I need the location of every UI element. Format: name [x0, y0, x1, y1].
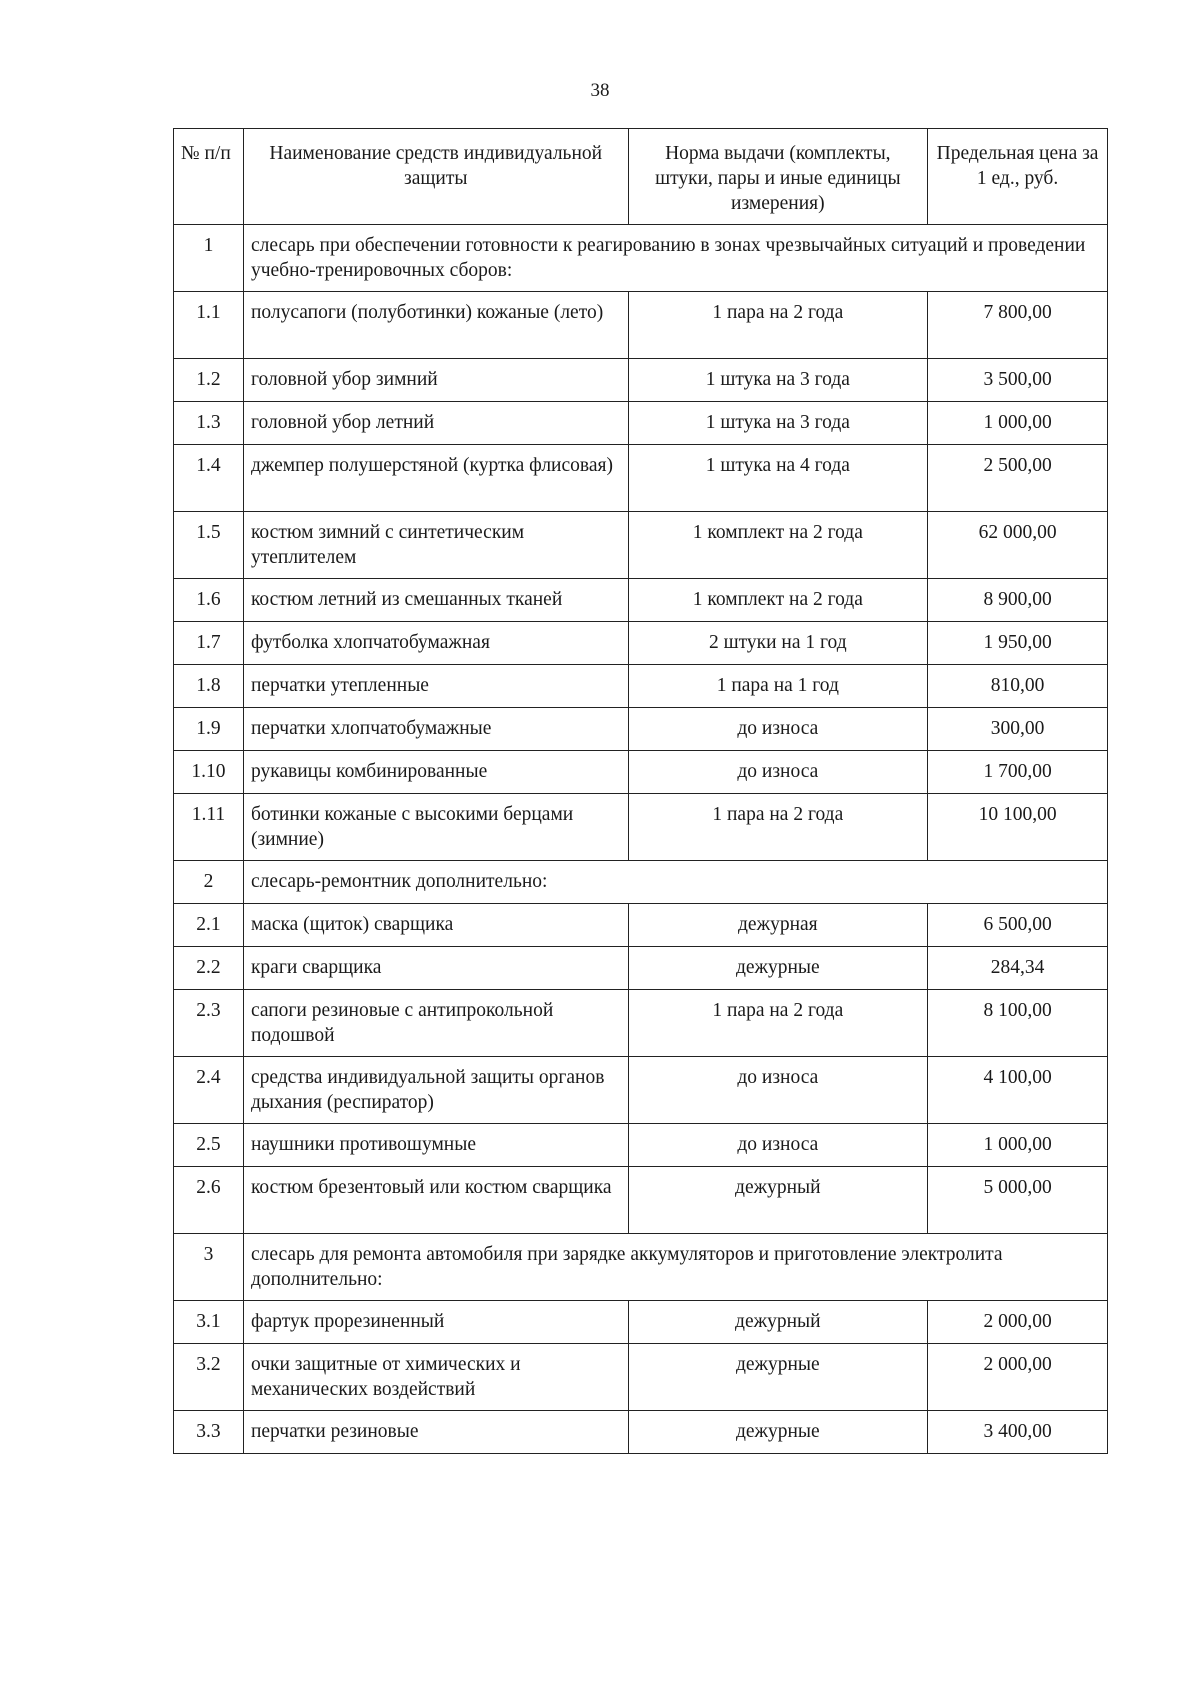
item-price: 2 500,00 [928, 445, 1108, 512]
item-norm: до износа [628, 1057, 928, 1124]
table-row [174, 579, 1108, 622]
item-name: очки защитные от химических и механических воздействий [243, 1344, 628, 1411]
item-number: 3.2 [174, 1344, 244, 1411]
ppe-norms-table [173, 128, 1108, 1454]
item-price: 5 000,00 [928, 1167, 1108, 1234]
item-norm: до износа [628, 708, 928, 751]
table-row [174, 1344, 1108, 1411]
table-row [174, 292, 1108, 359]
section-title: слесарь-ремонтник дополнительно: [243, 861, 1107, 904]
item-norm: 1 штука на 3 года [628, 402, 928, 445]
item-name: костюм брезентовый или костюм сварщика [243, 1167, 628, 1234]
item-price: 3 400,00 [928, 1411, 1108, 1454]
item-number: 1.8 [174, 665, 244, 708]
item-price: 3 500,00 [928, 359, 1108, 402]
header-name: Наименование средств индивидуальной защиты [243, 129, 628, 225]
table-row [174, 1167, 1108, 1234]
table-row [174, 665, 1108, 708]
item-price: 284,34 [928, 947, 1108, 990]
item-name: краги сварщика [243, 947, 628, 990]
section-number: 3 [174, 1234, 244, 1301]
item-price: 1 000,00 [928, 1124, 1108, 1167]
item-norm: 1 комплект на 2 года [628, 512, 928, 579]
item-norm: дежурные [628, 1344, 928, 1411]
table-row [174, 1301, 1108, 1344]
item-number: 1.3 [174, 402, 244, 445]
item-norm: до износа [628, 751, 928, 794]
table-row [174, 1124, 1108, 1167]
item-name: костюм зимний с синтетическим утеплителем [243, 512, 628, 579]
item-norm: 1 пара на 2 года [628, 292, 928, 359]
section-row [174, 225, 1108, 292]
table-row [174, 794, 1108, 861]
item-norm: до износа [628, 1124, 928, 1167]
item-name: полусапоги (полуботинки) кожаные (лето) [243, 292, 628, 359]
page-number: 38 [590, 80, 610, 101]
item-norm: 1 комплект на 2 года [628, 579, 928, 622]
item-name: сапоги резиновые с антипрокольной подошвой [243, 990, 628, 1057]
item-norm: 1 пара на 1 год [628, 665, 928, 708]
header-norm: Норма выдачи (комплекты, штуки, пары и иные единицы измерения) [628, 129, 928, 225]
item-name: рукавицы комбинированные [243, 751, 628, 794]
item-number: 3.3 [174, 1411, 244, 1454]
table-row [174, 622, 1108, 665]
item-norm: дежурный [628, 1167, 928, 1234]
item-norm: 1 пара на 2 года [628, 794, 928, 861]
item-name: наушники противошумные [243, 1124, 628, 1167]
item-number: 1.1 [174, 292, 244, 359]
item-norm: дежурный [628, 1301, 928, 1344]
item-norm: 2 штуки на 1 год [628, 622, 928, 665]
item-number: 2.5 [174, 1124, 244, 1167]
item-name: перчатки хлопчатобумажные [243, 708, 628, 751]
item-name: ботинки кожаные с высокими берцами (зимние) [243, 794, 628, 861]
item-price: 300,00 [928, 708, 1108, 751]
item-price: 8 100,00 [928, 990, 1108, 1057]
item-number: 1.10 [174, 751, 244, 794]
item-number: 1.9 [174, 708, 244, 751]
header-price: Предельная цена за 1 ед., руб. [928, 129, 1108, 225]
item-price: 1 950,00 [928, 622, 1108, 665]
table-row [174, 1057, 1108, 1124]
item-number: 1.4 [174, 445, 244, 512]
table-row [174, 751, 1108, 794]
item-name: костюм летний из смешанных тканей [243, 579, 628, 622]
item-price: 2 000,00 [928, 1344, 1108, 1411]
table-row [174, 947, 1108, 990]
item-price: 1 000,00 [928, 402, 1108, 445]
item-name: маска (щиток) сварщика [243, 904, 628, 947]
section-row [174, 1234, 1108, 1301]
item-norm: 1 пара на 2 года [628, 990, 928, 1057]
table-row [174, 512, 1108, 579]
table-row [174, 1411, 1108, 1454]
item-price: 8 900,00 [928, 579, 1108, 622]
section-number: 2 [174, 861, 244, 904]
item-norm: дежурные [628, 947, 928, 990]
table-row [174, 708, 1108, 751]
item-name: перчатки утепленные [243, 665, 628, 708]
item-name: перчатки резиновые [243, 1411, 628, 1454]
item-price: 62 000,00 [928, 512, 1108, 579]
header-number: № п/п [174, 129, 244, 225]
item-number: 2.3 [174, 990, 244, 1057]
item-number: 2.2 [174, 947, 244, 990]
item-price: 10 100,00 [928, 794, 1108, 861]
section-title: слесарь при обеспечении готовности к реагированию в зонах чрезвычайных ситуаций и проведении учебно-тренировочных сборов: [243, 225, 1107, 292]
item-number: 2.6 [174, 1167, 244, 1234]
item-price: 810,00 [928, 665, 1108, 708]
item-norm: дежурная [628, 904, 928, 947]
item-name: средства индивидуальной защиты органов дыхания (респиратор) [243, 1057, 628, 1124]
item-number: 3.1 [174, 1301, 244, 1344]
item-number: 1.6 [174, 579, 244, 622]
table-row [174, 359, 1108, 402]
item-number: 2.1 [174, 904, 244, 947]
item-number: 1.5 [174, 512, 244, 579]
table-row [174, 990, 1108, 1057]
item-name: фартук прорезиненный [243, 1301, 628, 1344]
item-name: головной убор зимний [243, 359, 628, 402]
item-price: 4 100,00 [928, 1057, 1108, 1124]
item-name: головной убор летний [243, 402, 628, 445]
section-number: 1 [174, 225, 244, 292]
table-header-row [174, 129, 1108, 225]
item-price: 2 000,00 [928, 1301, 1108, 1344]
item-number: 1.2 [174, 359, 244, 402]
item-name: джемпер полушерстяной (куртка флисовая) [243, 445, 628, 512]
item-price: 6 500,00 [928, 904, 1108, 947]
table-body [174, 129, 1108, 1454]
item-price: 7 800,00 [928, 292, 1108, 359]
item-norm: 1 штука на 4 года [628, 445, 928, 512]
item-price: 1 700,00 [928, 751, 1108, 794]
table-row [174, 445, 1108, 512]
table-row [174, 402, 1108, 445]
item-name: футболка хлопчатобумажная [243, 622, 628, 665]
item-number: 1.11 [174, 794, 244, 861]
item-number: 1.7 [174, 622, 244, 665]
item-norm: дежурные [628, 1411, 928, 1454]
item-norm: 1 штука на 3 года [628, 359, 928, 402]
section-title: слесарь для ремонта автомобиля при зарядке аккумуляторов и приготовление электролита дополнительно: [243, 1234, 1107, 1301]
section-row [174, 861, 1108, 904]
item-number: 2.4 [174, 1057, 244, 1124]
table-row [174, 904, 1108, 947]
